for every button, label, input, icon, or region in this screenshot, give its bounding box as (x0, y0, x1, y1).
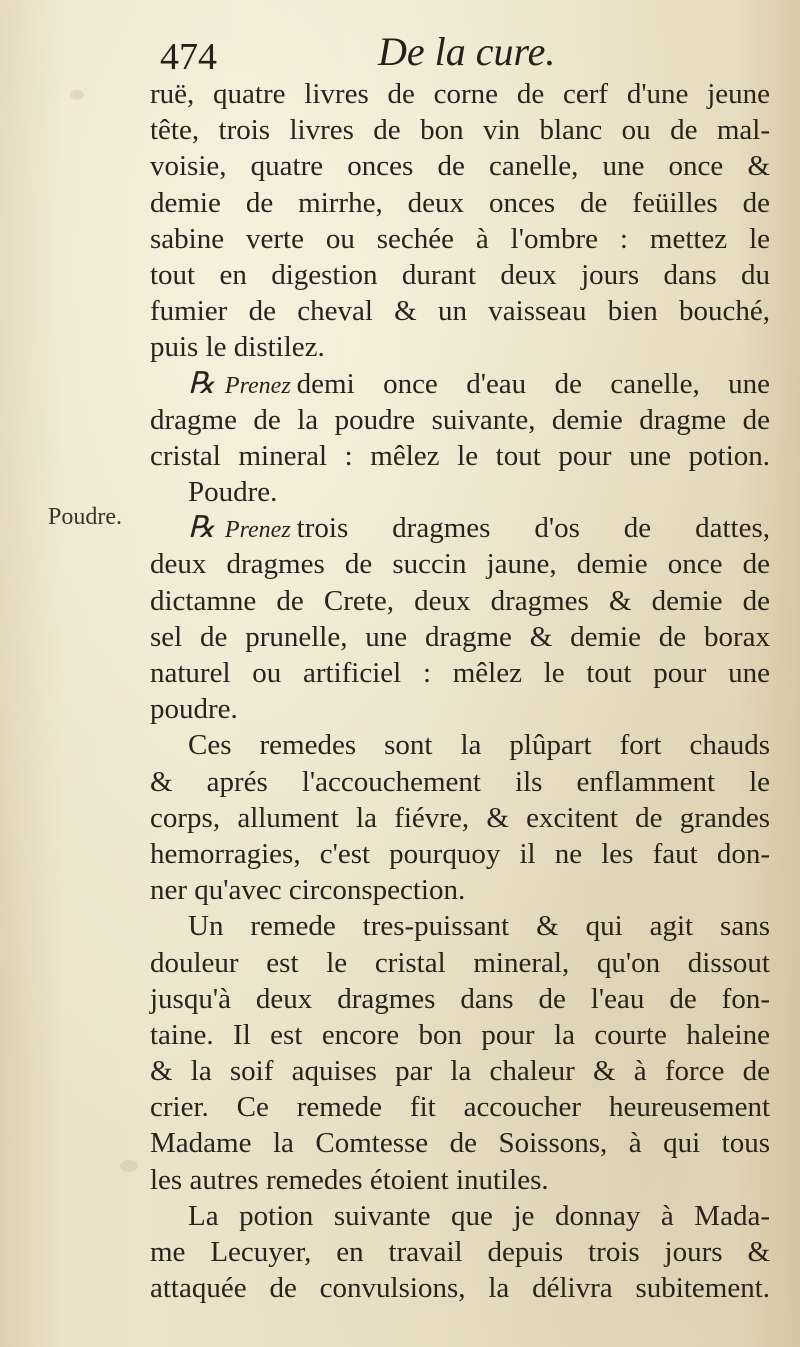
page-number: 474 (160, 36, 217, 78)
running-title: De la cure. (378, 29, 556, 74)
recipe-symbol: ℞ (188, 511, 215, 545)
text-line: tout en digestion durant deux jours dans du (150, 258, 770, 291)
text-line: me Lecuyer, en travail depuis trois jours & (150, 1236, 770, 1268)
text-line: taine. Il est encore bon pour la courte haleine (150, 1018, 770, 1051)
text-segment: trois dragmes d'os de dattes, (296, 512, 770, 545)
text-line: poudre. (150, 693, 238, 726)
text-line: tête, trois livres de bon vin blanc ou de mal- (150, 114, 770, 147)
text-line: puis le distilez. (150, 331, 325, 364)
text-line: crier. Ce remede fit accoucher heureusement (150, 1091, 770, 1124)
text-line: attaquée de convulsions, la délivra subitement. (150, 1272, 770, 1305)
text-line: demie de mirrhe, deux onces de feüilles de (150, 186, 770, 219)
text-line: douleur est le cristal mineral, qu'on dissout (150, 946, 770, 979)
text-line: ner qu'avec circonspection. (150, 874, 466, 907)
text-line: cristal mineral : mêlez le tout pour une potion. (150, 439, 770, 472)
text-line: & la soif aquises par la chaleur & à force de (150, 1055, 770, 1088)
text-line: les autres remedes étoient inutiles. (150, 1163, 549, 1196)
text-line: La potion suivante que je donnay à Mada- (188, 1199, 770, 1232)
text-line: deux dragmes de succin jaune, demie once de (150, 548, 770, 581)
margin-note-poudre: Poudre. (48, 504, 122, 530)
paper-stain (70, 90, 84, 100)
text-line: Un remede tres-puissant & qui agit sans (188, 910, 770, 943)
text-line: voisie, quatre onces de canelle, une once & (150, 150, 770, 183)
text-line: sabine verte ou sechée à l'ombre : mettez le (150, 222, 770, 255)
text-line: hemorragies, c'est pourquoy il ne les faut don- (150, 837, 770, 870)
text-line: Madame la Comtesse de Soissons, à qui tous (150, 1127, 770, 1160)
text-line: Ces remedes sont la plûpart fort chauds (188, 729, 770, 762)
text-line: fumier de cheval & un vaisseau bien bouché, (150, 295, 770, 328)
text-line: ruë, quatre livres de corne de cerf d'une jeune (150, 78, 770, 110)
text-line: dictamne de Crete, deux dragmes & demie de (150, 584, 770, 617)
body-text (150, 76, 770, 1306)
paper-stain (120, 1160, 138, 1172)
text-segment: demi once d'eau de canelle, une (296, 367, 770, 400)
text-line: jusqu'à deux dragmes dans de l'eau de fon- (150, 982, 770, 1015)
text-line: dragme de la poudre suivante, demie dragme de (150, 403, 770, 436)
text-line: sel de prunelle, une dragme & demie de borax (150, 620, 770, 653)
recipe-symbol: ℞ (188, 366, 215, 400)
text-line: corps, allument la fiévre, & excitent de grandes (150, 801, 770, 834)
recipe-line (150, 510, 770, 546)
text-line: & aprés l'accouchement ils enflamment le (150, 765, 770, 798)
recipe-line (150, 366, 770, 402)
section-heading: Poudre. (188, 476, 278, 509)
recipe-word: Prenez (224, 517, 291, 544)
text-line: naturel ou artificiel : mêlez le tout pour une (150, 657, 770, 689)
recipe-word: Prenez (224, 372, 291, 399)
